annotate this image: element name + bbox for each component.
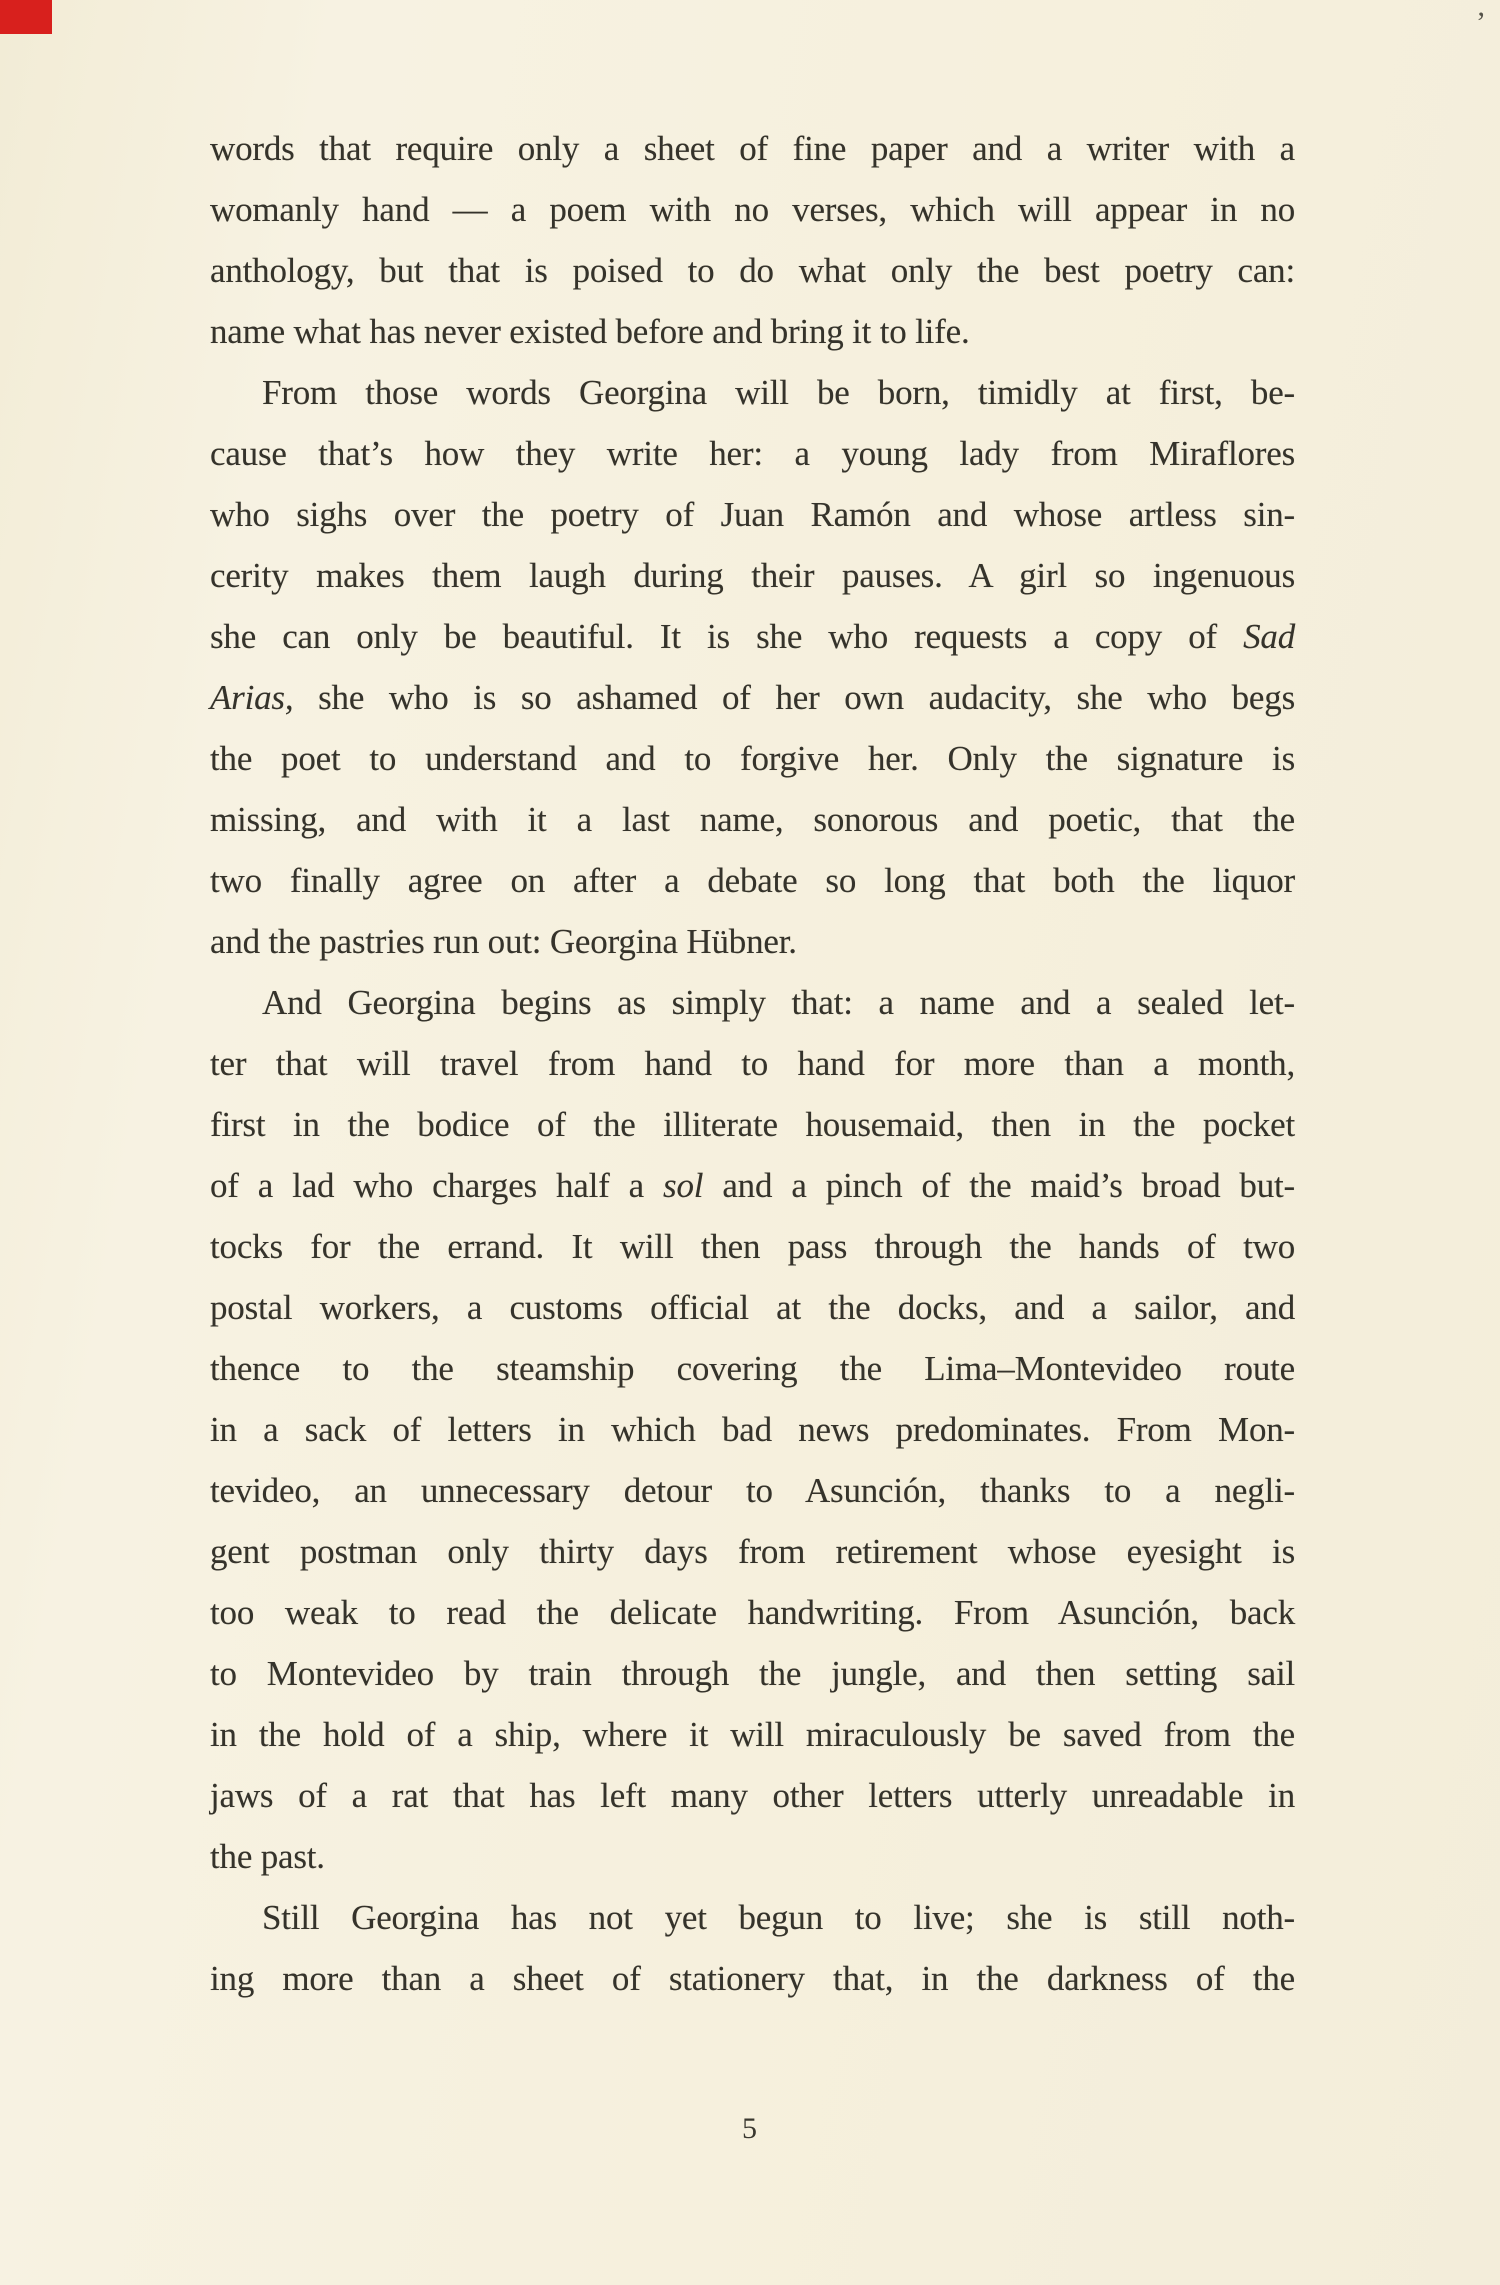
text-line — [210, 1399, 1295, 1460]
red-corner-mark — [0, 0, 52, 34]
text-segment: cerity makes them laugh during their pauses. A girl so ingenuous — [210, 556, 1295, 595]
text-line — [210, 1155, 1295, 1216]
text-line — [210, 118, 1295, 179]
text-line — [210, 301, 1295, 362]
text-line — [210, 1216, 1295, 1277]
text-segment: and the pastries run out: Georgina Hübner. — [210, 922, 797, 961]
text-segment: in the hold of a ship, where it will miraculously be saved from the — [210, 1715, 1295, 1754]
text-line — [210, 1338, 1295, 1399]
text-segment: Still Georgina has not yet begun to live; she is still noth- — [262, 1898, 1295, 1937]
text-line — [210, 1765, 1295, 1826]
text-line — [210, 1643, 1295, 1704]
text-segment: And Georgina begins as simply that: a name and a sealed let- — [262, 983, 1295, 1022]
text-segment: she can only be beautiful. It is she who requests a copy of — [210, 617, 1244, 656]
text-line — [210, 484, 1295, 545]
text-segment: to Montevideo by train through the jungle, and then setting sail — [210, 1654, 1295, 1693]
text-segment: anthology, but that is poised to do what only the best poetry can: — [210, 251, 1295, 290]
text-line — [210, 728, 1295, 789]
text-line — [210, 1948, 1295, 2009]
stray-corner-mark: ’ — [1476, 6, 1486, 39]
text-segment: tevideo, an unnecessary detour to Asunción, thanks to a negli- — [210, 1471, 1295, 1510]
text-segment: ter that will travel from hand to hand for more than a month, — [210, 1044, 1295, 1083]
italic-text-segment: Sad — [1243, 617, 1295, 656]
text-segment: ing more than a sheet of stationery that, in the darkness of the — [210, 1959, 1295, 1998]
text-segment: name what has never existed before and bring it to life. — [210, 312, 970, 351]
text-segment: two finally agree on after a debate so long that both the liquor — [210, 861, 1295, 900]
text-segment: missing, and with it a last name, sonorous and poetic, that the — [210, 800, 1295, 839]
text-line — [210, 911, 1295, 972]
text-line — [210, 1521, 1295, 1582]
text-block — [210, 118, 1295, 2009]
text-segment: the past. — [210, 1837, 325, 1876]
text-line — [210, 1887, 1295, 1948]
text-segment: postal workers, a customs official at the docks, and a sailor, and — [210, 1288, 1295, 1327]
text-segment: she who is so ashamed of her own audacity, she who begs — [293, 678, 1295, 717]
text-line — [210, 1704, 1295, 1765]
text-line — [210, 179, 1295, 240]
italic-text-segment: Arias, — [210, 678, 294, 717]
text-line — [210, 1826, 1295, 1887]
text-segment: From those words Georgina will be born, timidly at first, be- — [262, 373, 1295, 412]
text-segment: of a lad who charges half a — [210, 1166, 664, 1205]
text-line — [210, 240, 1295, 301]
text-segment: and a pinch of the maid’s broad but- — [703, 1166, 1295, 1205]
text-line — [210, 362, 1295, 423]
text-line — [210, 545, 1295, 606]
text-segment: too weak to read the delicate handwriting. From Asunción, back — [210, 1593, 1295, 1632]
text-line — [210, 1033, 1295, 1094]
text-segment: the poet to understand and to forgive her. Only the signature is — [210, 739, 1295, 778]
text-segment: who sighs over the poetry of Juan Ramón and whose artless sin- — [210, 495, 1295, 534]
text-segment: tocks for the errand. It will then pass through the hands of two — [210, 1227, 1295, 1266]
text-line — [210, 850, 1295, 911]
text-line — [210, 667, 1295, 728]
text-segment: words that require only a sheet of fine paper and a writer with a — [210, 129, 1295, 168]
text-segment: cause that’s how they write her: a young lady from Miraflores — [210, 434, 1295, 473]
page-number: 5 — [742, 2112, 758, 2145]
text-line — [210, 423, 1295, 484]
text-line — [210, 606, 1295, 667]
text-segment: thence to the steamship covering the Lima–Montevideo route — [210, 1349, 1295, 1388]
text-line — [210, 1460, 1295, 1521]
text-line — [210, 789, 1295, 850]
text-line — [210, 1582, 1295, 1643]
text-line — [210, 972, 1295, 1033]
text-segment: gent postman only thirty days from retirement whose eyesight is — [210, 1532, 1295, 1571]
text-segment: in a sack of letters in which bad news predominates. From Mon- — [210, 1410, 1295, 1449]
text-segment: jaws of a rat that has left many other letters utterly unreadable in — [210, 1776, 1295, 1815]
italic-text-segment: sol — [663, 1166, 704, 1205]
text-segment: womanly hand — a poem with no verses, which will appear in no — [210, 190, 1295, 229]
text-line — [210, 1094, 1295, 1155]
text-segment: first in the bodice of the illiterate housemaid, then in the pocket — [210, 1105, 1295, 1144]
text-line — [210, 1277, 1295, 1338]
